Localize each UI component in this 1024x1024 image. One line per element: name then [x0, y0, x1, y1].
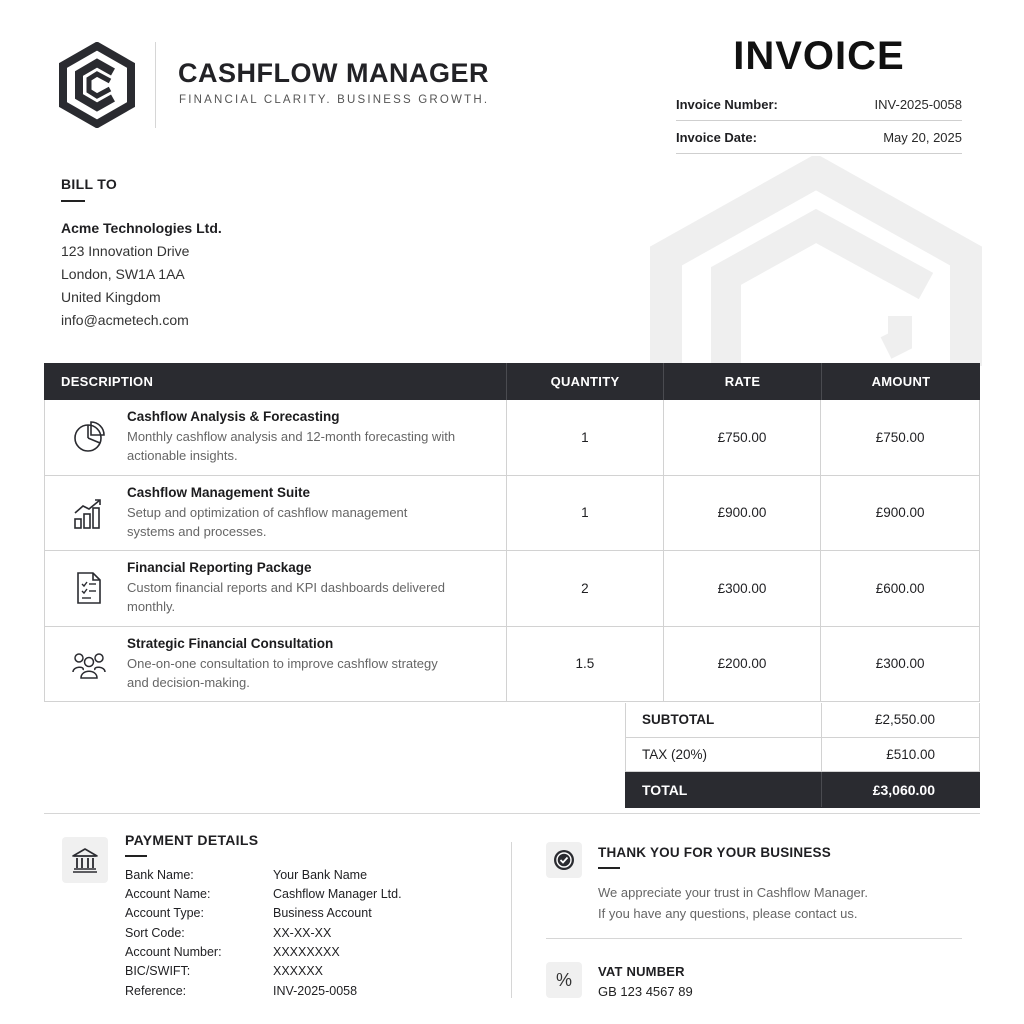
- bill-to-heading: BILL TO: [61, 176, 118, 192]
- brand-name: CASHFLOW MANAGER: [178, 58, 489, 88]
- table-header: [44, 363, 980, 400]
- payment-label: Account Name:: [125, 887, 211, 901]
- watermark-logo-icon: [650, 156, 982, 366]
- row-quantity: 1: [507, 400, 664, 475]
- payment-label: Reference:: [125, 984, 187, 998]
- row-description-cell: [45, 400, 507, 475]
- invoice-date-row: [676, 121, 962, 154]
- row-description-cell: [45, 476, 507, 551]
- thank-you-line: If you have any questions, please contact us.: [598, 906, 858, 921]
- brand-logo-icon: [58, 42, 136, 128]
- row-rate: £300.00: [664, 551, 822, 626]
- bill-to-underline: [61, 200, 85, 202]
- tax-value: £510.00: [886, 746, 935, 762]
- payment-row: [125, 906, 372, 920]
- vat-heading: VAT NUMBER: [598, 964, 685, 979]
- row-quantity: 2: [507, 551, 664, 626]
- vat-number: GB 123 4567 89: [598, 984, 693, 999]
- row-quantity: 1: [507, 476, 664, 551]
- footer-right-divider: [546, 938, 962, 939]
- row-rate: £200.00: [664, 627, 822, 702]
- payment-value: XXXXXX: [273, 964, 324, 978]
- item-description: Setup and optimization of cashflow management systems and processes.: [127, 504, 408, 539]
- item-title: Cashflow Analysis & Forecasting: [127, 409, 340, 425]
- thank-you-heading: THANK YOU FOR YOUR BUSINESS: [598, 845, 831, 860]
- payment-label: Account Number:: [125, 945, 222, 959]
- pie-chart-icon: [71, 419, 107, 455]
- item-description: Monthly cashflow analysis and 12-month forecasting with actionable insights.: [127, 429, 456, 464]
- total-label: TOTAL: [626, 772, 822, 807]
- thank-you-underline: [598, 867, 620, 869]
- row-amount: £300.00: [875, 656, 925, 672]
- people-group-icon: [71, 646, 107, 682]
- payment-value: Cashflow Manager Ltd.: [273, 887, 402, 901]
- bank-icon-box: [62, 837, 108, 883]
- payment-label: Account Type:: [125, 906, 204, 920]
- item-title: Strategic Financial Consultation: [127, 635, 334, 651]
- row-amount: £600.00: [875, 580, 925, 596]
- payment-value: Your Bank Name: [273, 868, 368, 882]
- payment-details-heading: PAYMENT DETAILS: [125, 832, 259, 848]
- percent-icon: %: [546, 962, 582, 998]
- payment-value: XX-XX-XX: [273, 926, 332, 940]
- growth-chart-icon: [71, 495, 107, 531]
- check-badge-icon: [552, 848, 576, 872]
- row-rate: £900.00: [664, 476, 822, 551]
- bank-icon: [71, 846, 99, 874]
- invoice-title: INVOICE: [733, 34, 905, 78]
- header-quantity: QUANTITY: [507, 363, 664, 400]
- payment-row: [125, 945, 340, 959]
- check-badge-icon-box: [546, 842, 582, 878]
- totals-block: [625, 703, 980, 808]
- payment-label: Bank Name:: [125, 868, 194, 882]
- invoice-number-label: Invoice Number:: [676, 96, 778, 112]
- client-address-line: 123 Innovation Drive: [61, 243, 190, 259]
- footer-column-divider: [511, 842, 512, 998]
- payment-row: [125, 868, 367, 882]
- invoice-date-label: Invoice Date:: [676, 129, 757, 145]
- report-document-icon: [71, 570, 107, 606]
- table-row: [44, 476, 980, 552]
- payment-row: [125, 887, 402, 901]
- table-row: [44, 627, 980, 703]
- row-rate: £750.00: [664, 400, 822, 475]
- invoice-date-value: May 20, 2025: [883, 129, 962, 145]
- subtotal-label: SUBTOTAL: [626, 703, 822, 737]
- payment-row: [125, 964, 323, 978]
- header-amount: AMOUNT: [871, 374, 931, 389]
- tax-row: [625, 738, 980, 773]
- tax-label: TAX (20%): [626, 738, 822, 772]
- table-row: [44, 400, 980, 476]
- payment-row: [125, 984, 357, 998]
- line-items-table: [44, 363, 980, 702]
- table-row: [44, 551, 980, 627]
- item-description: One-on-one consultation to improve cashflow strategy and decision-making.: [127, 655, 438, 690]
- total-row: [625, 772, 980, 808]
- header-rate: RATE: [664, 363, 822, 400]
- thank-you-line: We appreciate your trust in Cashflow Manager.: [598, 885, 869, 900]
- payment-value: Business Account: [273, 906, 372, 920]
- client-country-line: United Kingdom: [61, 289, 161, 305]
- invoice-number-value: INV-2025-0058: [874, 96, 962, 112]
- header-description: DESCRIPTION: [44, 363, 507, 400]
- section-divider: [44, 813, 980, 814]
- payment-value: INV-2025-0058: [273, 984, 358, 998]
- row-amount: £750.00: [875, 429, 925, 445]
- client-email: info@acmetech.com: [61, 312, 189, 328]
- client-name: Acme Technologies Ltd.: [61, 220, 222, 236]
- row-description-cell: [45, 627, 507, 702]
- item-title: Cashflow Management Suite: [127, 484, 311, 500]
- row-amount: £900.00: [875, 505, 925, 521]
- payment-value: XXXXXXXX: [273, 945, 340, 959]
- brand-tagline: FINANCIAL CLARITY. BUSINESS GROWTH.: [179, 94, 490, 106]
- row-quantity: 1.5: [507, 627, 664, 702]
- payment-label: BIC/SWIFT:: [125, 964, 191, 978]
- total-value: £3,060.00: [872, 781, 935, 798]
- client-city-line: London, SW1A 1AA: [61, 266, 185, 282]
- invoice-number-row: [676, 88, 962, 121]
- subtotal-value: £2,550.00: [874, 712, 935, 728]
- payment-details-underline: [125, 855, 147, 857]
- row-description-cell: [45, 551, 507, 626]
- payment-row: [125, 926, 331, 940]
- payment-label: Sort Code:: [125, 926, 185, 940]
- item-title: Financial Reporting Package: [127, 560, 312, 576]
- item-description: Custom financial reports and KPI dashboards delivered monthly.: [127, 580, 445, 615]
- subtotal-row: [625, 703, 980, 738]
- logo-divider: [155, 42, 156, 128]
